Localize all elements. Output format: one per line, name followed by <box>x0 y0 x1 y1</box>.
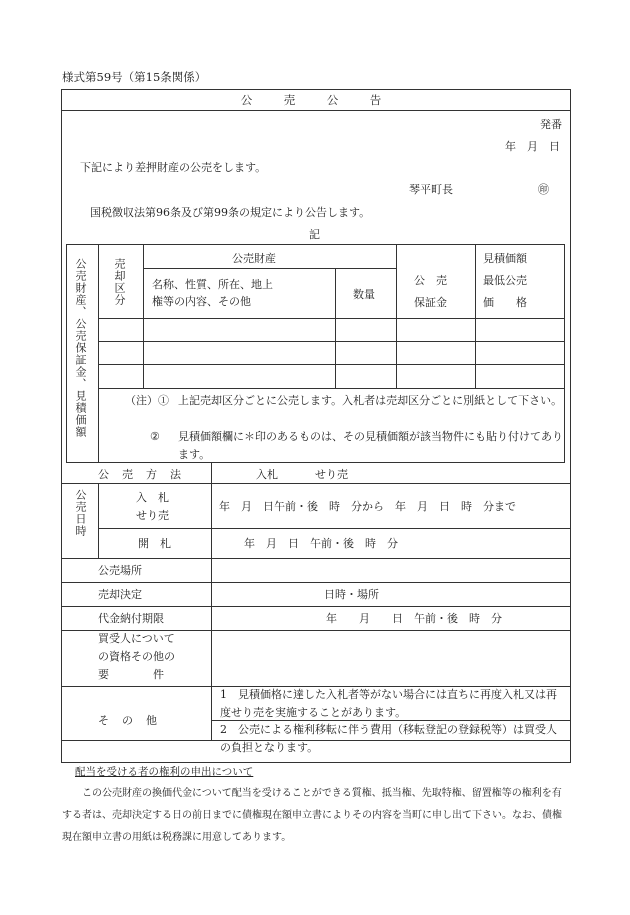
table-divider-sale <box>143 244 144 388</box>
datetime-side-divider <box>98 483 99 558</box>
ki-label: 記 <box>309 228 320 241</box>
other-item-2: 2 公売による権利移転に伴う費用（移転登記の登録税等）は買受人の負担となります。 <box>220 723 557 754</box>
decision-value: 日時・場所 <box>324 588 379 601</box>
document-number: 発番 <box>540 118 562 131</box>
footer-title: 配当を受ける者の権利の申出について <box>75 766 254 778</box>
table-line-row1 <box>98 341 565 342</box>
deposit-header-2: 保証金 <box>414 296 447 309</box>
sale-method-label: 公 売 方 法 <box>98 468 182 481</box>
quantity-header: 数量 <box>353 288 375 301</box>
datetime-auction-label: せり売 <box>136 509 169 522</box>
lower-divider-label <box>211 462 212 740</box>
table-border-right <box>564 244 565 463</box>
datetime-open-label: 開 札 <box>138 537 171 550</box>
table-line-property-sub <box>143 268 397 269</box>
table-divider-property <box>335 268 336 388</box>
line-datetime-mid <box>98 528 571 529</box>
sale-method-auction: せり売 <box>315 468 348 481</box>
payment-label: 代金納付期限 <box>98 612 164 625</box>
intro-text: 下記により差押財産の公売をします。 <box>80 161 267 174</box>
table-line-row2 <box>98 364 565 365</box>
line-after-method <box>61 483 571 484</box>
estimate-header-1: 見積価額 <box>483 252 527 265</box>
datetime-bid-label: 入 札 <box>136 491 169 504</box>
line-after-decision <box>61 606 571 607</box>
issue-date: 年 月 日 <box>505 140 560 153</box>
estimate-header-3: 価 格 <box>483 296 527 309</box>
legal-basis-text: 国税徴収法第96条及び第99条の規定により公告します。 <box>90 206 371 219</box>
seal-mark: ㊞ <box>538 183 549 196</box>
property-subheader: 名称、性質、所在、地上権等の内容、その他 <box>152 278 273 308</box>
line-after-datetime <box>61 558 571 559</box>
note-2-text: 見積価額欄に＊印のあるものは、その見積価額が該当物件にも貼り付けてあります。 <box>178 430 563 461</box>
table-border-left <box>66 244 67 463</box>
sale-method-bid: 入札 <box>256 468 278 481</box>
note-1-text: 上記売却区分ごとに公売します。入札者は売却区分ごとに別紙として下さい。 <box>178 394 563 407</box>
note-1-prefix: （注）① <box>125 394 169 407</box>
place-label: 公売場所 <box>98 564 142 577</box>
table-divider-quantity <box>396 244 397 388</box>
issuer-name: 琴平町長 <box>409 183 453 196</box>
qualification-label-1: 買受人について <box>98 632 175 645</box>
other-item-1: 1 見積価格に達した入札者等がない場合には直ちに再度入札又は再度せり売を実施することがあります。 <box>220 688 557 719</box>
datetime-open-value: 年 月 日 午前・後 時 分 <box>244 537 398 550</box>
qualification-label-3: 要 件 <box>98 668 164 681</box>
qualification-label-2: の資格その他の <box>98 650 175 663</box>
line-after-place <box>61 582 571 583</box>
form-label: 様式第59号（第15条関係） <box>62 70 207 84</box>
table-line-row3 <box>98 388 565 389</box>
note-2-prefix: ② <box>150 430 160 443</box>
notice-title: 公 売 公 告 <box>61 89 571 111</box>
decision-label: 売却決定 <box>98 588 142 601</box>
table-divider-deposit <box>475 244 476 388</box>
footer-body: この公売財産の換価代金について配当を受けることができる質権、抵当権、先取特権、留置権等の権利を有する者は、売却決定する日の前日までに債権現在額申立書によりその内容を当町に申し出て下さい。なお、債権現在額申立書の用紙は税務課に用意してあります。 <box>62 788 562 843</box>
sale-division-header: 売却区分 <box>113 258 126 306</box>
table-line-header <box>98 318 565 319</box>
property-header: 公売財産 <box>232 252 276 265</box>
datetime-side-label: 公売日時 <box>74 489 87 537</box>
table-divider-side <box>98 244 99 463</box>
deposit-header-1: 公 売 <box>414 274 447 287</box>
estimate-header-2: 最低公売 <box>483 274 527 287</box>
datetime-bid-value: 年 月 日午前・後 時 分から 年 月 日 時 分まで <box>219 500 516 513</box>
property-side-label: 公売財産、公売保証金、見積価額 <box>74 258 87 438</box>
payment-value: 年 月 日 午前・後 時 分 <box>326 612 502 625</box>
other-label: そ の 他 <box>98 714 158 727</box>
table-border-top <box>66 244 565 245</box>
